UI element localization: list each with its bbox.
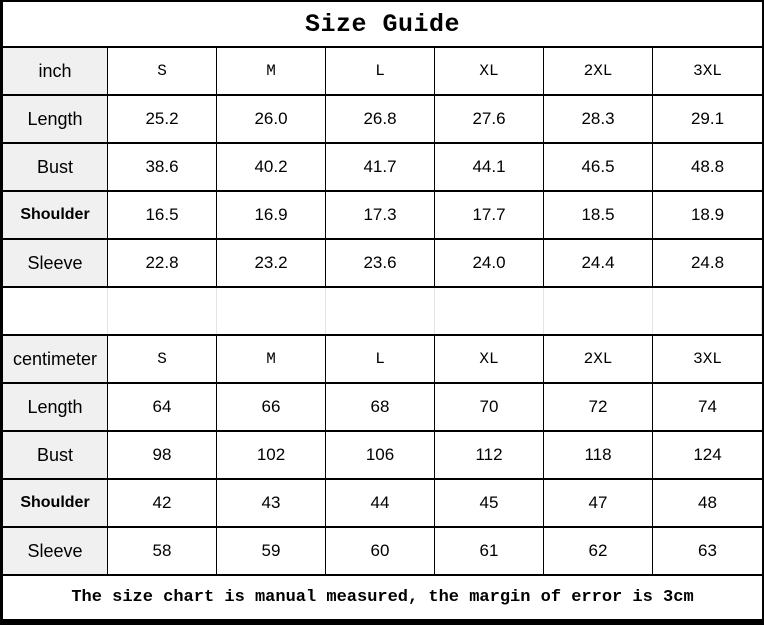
measure-value-cell: 43 [217,480,326,526]
header-row-centimeter [3,336,762,384]
measure-value-cell: 28.3 [544,96,653,142]
measure-value-cell: 23.6 [326,240,435,286]
size-header-xl: XL [435,336,544,382]
measure-value-cell: 41.7 [326,144,435,190]
measure-value-cell: 24.0 [435,240,544,286]
measure-value-cell: 25.2 [108,96,217,142]
table-row-inch-length [3,96,762,144]
size-header-m: M [217,48,326,94]
measure-value-cell: 63 [698,541,717,560]
size-header-3xl: 3XL [693,62,722,80]
size-header-2xl: 2XL [544,336,653,382]
measure-value-cell: 16.9 [217,192,326,238]
measure-value-cell: 18.5 [544,192,653,238]
measure-value-cell: 42 [108,480,217,526]
measure-value-cell: 24.4 [544,240,653,286]
size-guide-title: Size Guide [3,2,762,48]
size-header-l: L [326,336,435,382]
table-row-cm-length [3,384,762,432]
measure-value-cell: 58 [108,528,217,574]
measure-value-cell: 16.5 [108,192,217,238]
measure-value-cell: 26.8 [326,96,435,142]
size-header-2xl: 2XL [544,48,653,94]
measure-value-cell: 124 [693,445,722,464]
measure-value-cell: 18.9 [690,205,725,224]
measure-label-cell: Sleeve [3,240,108,286]
size-header-l: L [326,48,435,94]
measure-label-cell: Bust [3,144,108,190]
measure-value-cell: 62 [544,528,653,574]
table-row-inch-sleeve [3,240,762,288]
measure-value-cell: 17.7 [435,192,544,238]
unit-cell-inch: inch [3,48,108,94]
measure-value-cell: 98 [108,432,217,478]
separator-row [3,288,762,336]
table-row-cm-sleeve [3,528,762,576]
measure-value-cell: 29.1 [690,109,725,128]
measure-value-cell: 64 [108,384,217,430]
measure-value-cell: 70 [435,384,544,430]
measure-value-cell: 44 [326,480,435,526]
measure-label-cell: Shoulder [3,480,108,526]
size-header-xl: XL [435,48,544,94]
measure-value-cell: 17.3 [326,192,435,238]
measure-value-cell: 59 [217,528,326,574]
measure-value-cell: 112 [435,432,544,478]
measure-value-cell: 27.6 [435,96,544,142]
measure-label-cell: Sleeve [3,528,108,574]
measure-label-cell: Shoulder [3,192,108,238]
measure-label-cell: Length [3,384,108,430]
measure-value-cell: 102 [217,432,326,478]
measure-value-cell: 24.8 [690,253,725,272]
measure-value-cell: 48.8 [690,157,725,176]
measure-value-cell: 118 [544,432,653,478]
measure-value-cell: 66 [217,384,326,430]
measure-value-cell: 74 [698,397,717,416]
footer-note: The size chart is manual measured, the margin of error is 3cm [71,588,694,607]
header-row-inch [3,48,762,96]
measure-value-cell: 61 [435,528,544,574]
size-header-m: M [217,336,326,382]
measure-label-cell: Bust [3,432,108,478]
measure-value-cell: 48 [698,493,717,512]
size-header-s: S [108,48,217,94]
measure-value-cell: 26.0 [217,96,326,142]
measure-value-cell: 45 [435,480,544,526]
measure-value-cell: 72 [544,384,653,430]
measure-value-cell: 23.2 [217,240,326,286]
measure-label-cell: Length [3,96,108,142]
measure-value-cell: 46.5 [544,144,653,190]
measure-value-cell: 38.6 [108,144,217,190]
measure-value-cell: 40.2 [217,144,326,190]
measure-value-cell: 60 [326,528,435,574]
table-row-cm-shoulder [3,480,762,528]
measure-value-cell: 47 [544,480,653,526]
table-row-inch-bust [3,144,762,192]
measure-value-cell: 106 [326,432,435,478]
measure-value-cell: 68 [326,384,435,430]
table-row-inch-shoulder [3,192,762,240]
measure-value-cell: 44.1 [435,144,544,190]
size-header-s: S [108,336,217,382]
measure-value-cell: 22.8 [108,240,217,286]
unit-cell-centimeter: centimeter [3,336,108,382]
size-header-3xl: 3XL [693,350,722,368]
table-row-cm-bust [3,432,762,480]
